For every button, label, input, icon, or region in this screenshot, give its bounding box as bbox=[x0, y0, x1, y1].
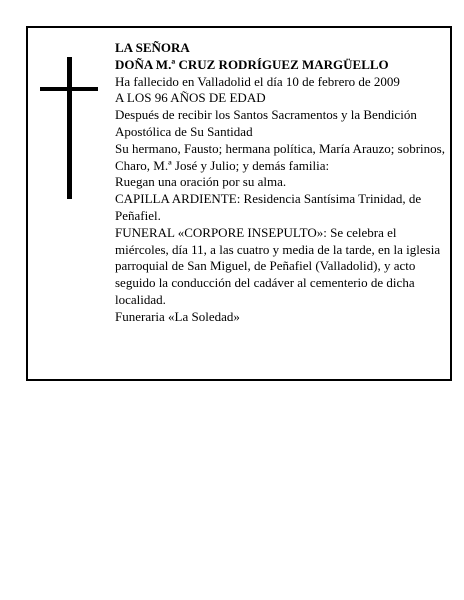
cross-icon-horizontal-bar bbox=[40, 87, 98, 91]
funeral-info: FUNERAL «CORPORE INSEPULTO»: Se celebra el miércoles, día 11, a las cuatro y media de la tarde, en la iglesia parroquial de San Miguel, de Peñafiel (Valladolid), y acto seguido la conducción del cadáver al cementerio de dicha localidad. bbox=[115, 224, 441, 307]
funeral-home: Funeraria «La Soledad» bbox=[115, 308, 240, 324]
sacraments-text: Después de recibir los Santos Sacramentos y la Bendición Apostólica de Su Santidad bbox=[115, 107, 417, 139]
notice-heading: LA SEÑORA bbox=[115, 40, 190, 55]
notice-text-block bbox=[115, 40, 449, 326]
obituary-notice bbox=[26, 26, 452, 381]
family-list: Su hermano, Fausto; hermana política, María Arauzo; sobrinos, Charo, M.ª José y Julio; y demás familia: bbox=[115, 140, 445, 173]
prayer-request: Ruegan una oración por su alma. bbox=[115, 174, 287, 190]
deceased-name: DOÑA M.ª CRUZ RODRÍGUEZ MARGÜELLO bbox=[115, 56, 389, 72]
chapel-info: CAPILLA ARDIENTE: Residencia Santísima Trinidad, de Peñafiel. bbox=[115, 191, 422, 223]
cross-icon-vertical-bar bbox=[67, 57, 72, 199]
death-announcement: Ha fallecido en Valladolid el día 10 de febrero de 2009 bbox=[115, 73, 400, 89]
age-at-death: A LOS 96 AÑOS DE EDAD bbox=[115, 90, 266, 106]
